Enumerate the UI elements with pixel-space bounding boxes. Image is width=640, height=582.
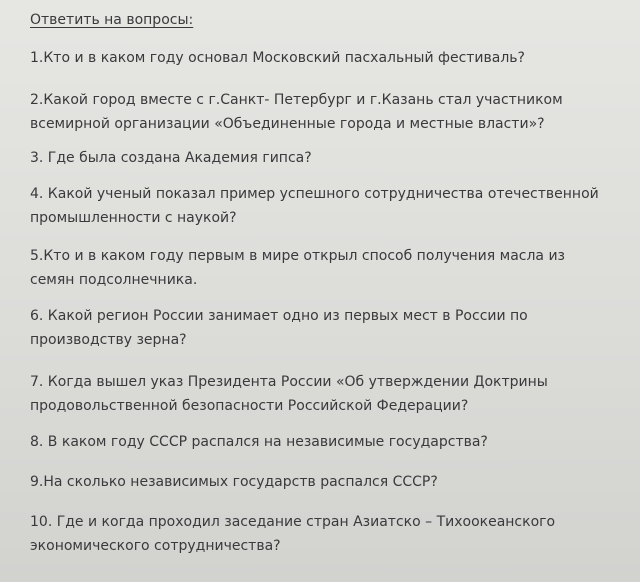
question-7 <box>30 370 626 418</box>
question-1 <box>30 46 626 70</box>
question-3 <box>30 146 626 170</box>
question-line: экономического сотрудничества? <box>30 538 281 554</box>
question-line: 10. Где и когда проходил заседание стран Азиатско – Тихоокеанского <box>30 514 556 530</box>
question-9 <box>30 470 626 494</box>
question-line: 3. Где была создана Академия гипса? <box>30 150 312 166</box>
question-6 <box>30 304 626 352</box>
question-8 <box>30 430 626 454</box>
question-10 <box>30 510 626 558</box>
question-line: промышленности с наукой? <box>30 210 237 226</box>
question-line: 2.Какой город вместе с г.Санкт- Петербург и г.Казань стал участником <box>30 92 563 108</box>
document-heading: Ответить на вопросы: <box>30 12 194 28</box>
question-5 <box>30 244 626 292</box>
question-line: продовольственной безопасности Российской Федерации? <box>30 398 469 414</box>
question-line: семян подсолнечника. <box>30 272 198 288</box>
question-4 <box>30 182 626 230</box>
question-line: всемирной организации «Объединенные города и местные власти»? <box>30 116 545 132</box>
question-line: 4. Какой ученый показал пример успешного сотрудничества отечественной <box>30 186 599 202</box>
question-line: 5.Кто и в каком году первым в мире открыл способ получения масла из <box>30 248 566 264</box>
question-line: 1.Кто и в каком году основал Московский пасхальный фестиваль? <box>30 50 525 66</box>
question-line: производству зерна? <box>30 332 187 348</box>
question-line: 9.На сколько независимых государств распался СССР? <box>30 474 438 490</box>
question-line: 8. В каком году СССР распался на независимые государства? <box>30 434 488 450</box>
question-line: 7. Когда вышел указ Президента России «Об утверждении Доктрины <box>30 374 548 390</box>
question-line: 6. Какой регион России занимает одно из первых мест в России по <box>30 308 528 324</box>
question-2 <box>30 88 626 136</box>
